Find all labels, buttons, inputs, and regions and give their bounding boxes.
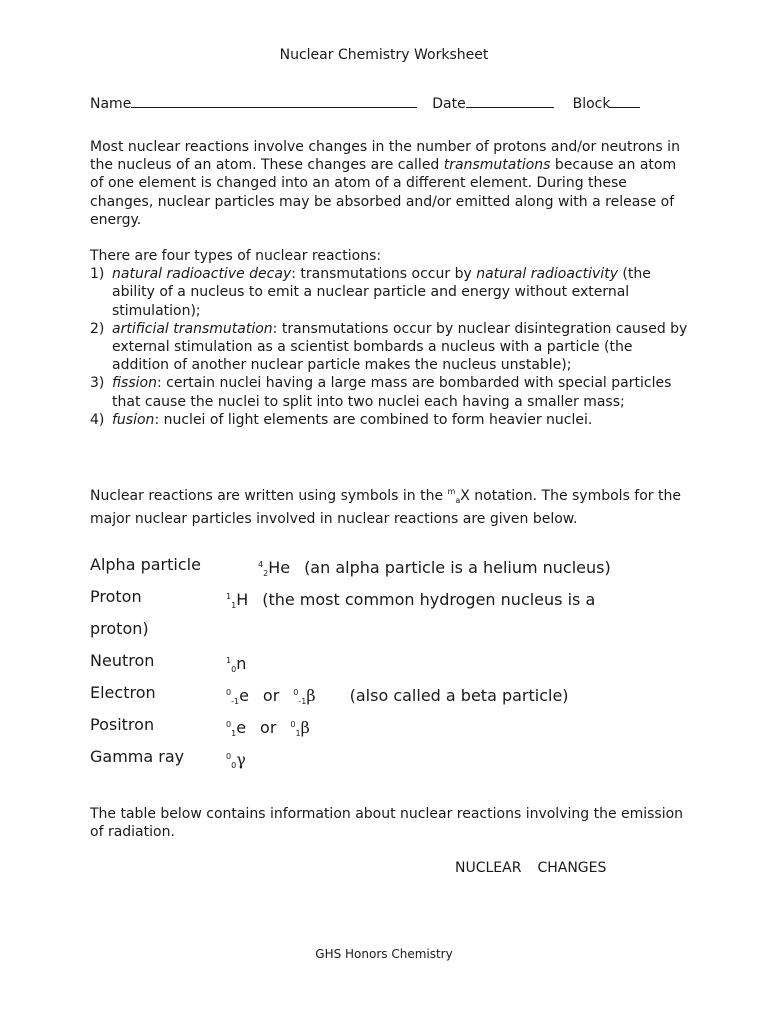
page-footer: GHS Honors Chemistry <box>315 947 453 961</box>
notation-text-1: Nuclear reactions are written using symbols in the <box>90 488 448 504</box>
particle-desc: (also called a beta particle) <box>349 686 569 705</box>
list-term-2: natural radioactivity <box>476 266 618 283</box>
types-heading: There are four types of nuclear reactions: <box>90 248 382 264</box>
intro-term: transmutations <box>443 157 551 174</box>
intro-paragraph <box>90 138 690 229</box>
particle-name: Neutron <box>90 651 155 670</box>
list-text: : transmutations occur by nuclear disintegration caused by external stimulation as a scientist bombards a nucleus with a particle (the addition of another nuclear particle makes the nucleus unstable); <box>112 320 688 374</box>
notation-sup: m <box>447 487 456 496</box>
list-item <box>90 411 690 429</box>
date-blank[interactable] <box>466 94 554 108</box>
table-header-word-1: NUCLEAR <box>455 860 522 876</box>
or-text: or <box>260 718 277 737</box>
particle-symbol: $^1_0$n <box>226 654 247 674</box>
name-blank[interactable] <box>131 94 417 108</box>
reaction-types <box>90 247 690 429</box>
notation-text-2: notation. The symbols for the major nuclear particles involved in nuclear reactions are given below. <box>90 488 681 528</box>
list-term: natural radioactive decay <box>112 266 292 283</box>
list-text: : transmutations occur by <box>291 266 477 283</box>
particle-list <box>90 552 730 776</box>
list-term: fission <box>112 375 157 392</box>
list-number: 3) <box>90 375 105 392</box>
particle-symbol: $^1_1$H (the most common hydrogen nucleus is a <box>226 590 596 610</box>
particle-name: Proton <box>90 587 142 606</box>
intro-text-1: Most nuclear reactions involve changes in the number of protons and/or neutrons in the nucleus of an atom. These changes are called <box>90 139 680 174</box>
list-text-2: (the ability of a nucleus to emit a nuclear particle and energy without external stimulation); <box>112 266 651 319</box>
table-intro: The table below contains information about nuclear reactions involving the emission of radiation. <box>90 806 684 841</box>
particle-name: Alpha particle <box>90 555 201 574</box>
intro-text-2: because an atom of one element is changed into an atom of a different element. During these changes, nuclear particles may be absorbed and/or emitted along with a release of energy. <box>90 157 677 228</box>
particle-row-gamma <box>90 744 730 776</box>
block-label: Block <box>572 96 611 112</box>
list-text: : nuclei of light elements are combined to form heavier nuclei. <box>154 411 593 428</box>
particle-desc: (the most common hydrogen nucleus is a <box>262 590 596 609</box>
particle-row-positron <box>90 712 730 744</box>
list-number: 4) <box>90 411 105 428</box>
date-label: Date <box>432 96 466 112</box>
header-fields <box>90 94 640 112</box>
list-item <box>90 265 690 320</box>
list-text: : certain nuclei having a large mass are bombarded with special particles that cause the nuclei to split into two nuclei each having a smaller mass; <box>112 375 672 410</box>
particle-name: Electron <box>90 683 156 702</box>
list-term: artificial transmutation <box>112 320 273 337</box>
particle-name: Positron <box>90 715 155 734</box>
particle-desc-cont: proton) <box>90 619 149 638</box>
notation-symbol: X <box>460 488 470 504</box>
particle-row-alpha <box>90 552 730 584</box>
table-header-word-2: CHANGES <box>537 860 607 876</box>
or-text: or <box>262 686 280 705</box>
name-label: Name <box>90 96 132 112</box>
list-number: 1) <box>90 266 105 283</box>
particle-row-proton <box>90 584 730 616</box>
list-number: 2) <box>90 320 105 337</box>
particle-symbol: $^0_{-1}$e or $^0_{-1}$β (also called a beta particle) <box>226 686 569 706</box>
list-item <box>90 320 690 375</box>
particle-row-proton-cont <box>90 616 730 648</box>
particle-symbol: $^0_1$e or $^0_1$β <box>226 718 310 738</box>
particle-row-electron <box>90 680 730 712</box>
block-blank[interactable] <box>610 94 640 108</box>
particle-name: Gamma ray <box>90 747 185 766</box>
notation-sub: a <box>455 496 461 505</box>
particle-row-neutron <box>90 648 730 680</box>
notation-paragraph <box>90 483 690 528</box>
table-header <box>455 860 606 876</box>
particle-symbol: $^0_0$γ <box>226 750 246 770</box>
worksheet-title: Nuclear Chemistry Worksheet <box>279 47 489 63</box>
particle-symbol: $^4_2$He (an alpha particle is a helium nucleus) <box>258 558 611 578</box>
list-item <box>90 374 690 410</box>
list-term: fusion <box>112 411 155 428</box>
particle-desc: (an alpha particle is a helium nucleus) <box>304 558 611 577</box>
